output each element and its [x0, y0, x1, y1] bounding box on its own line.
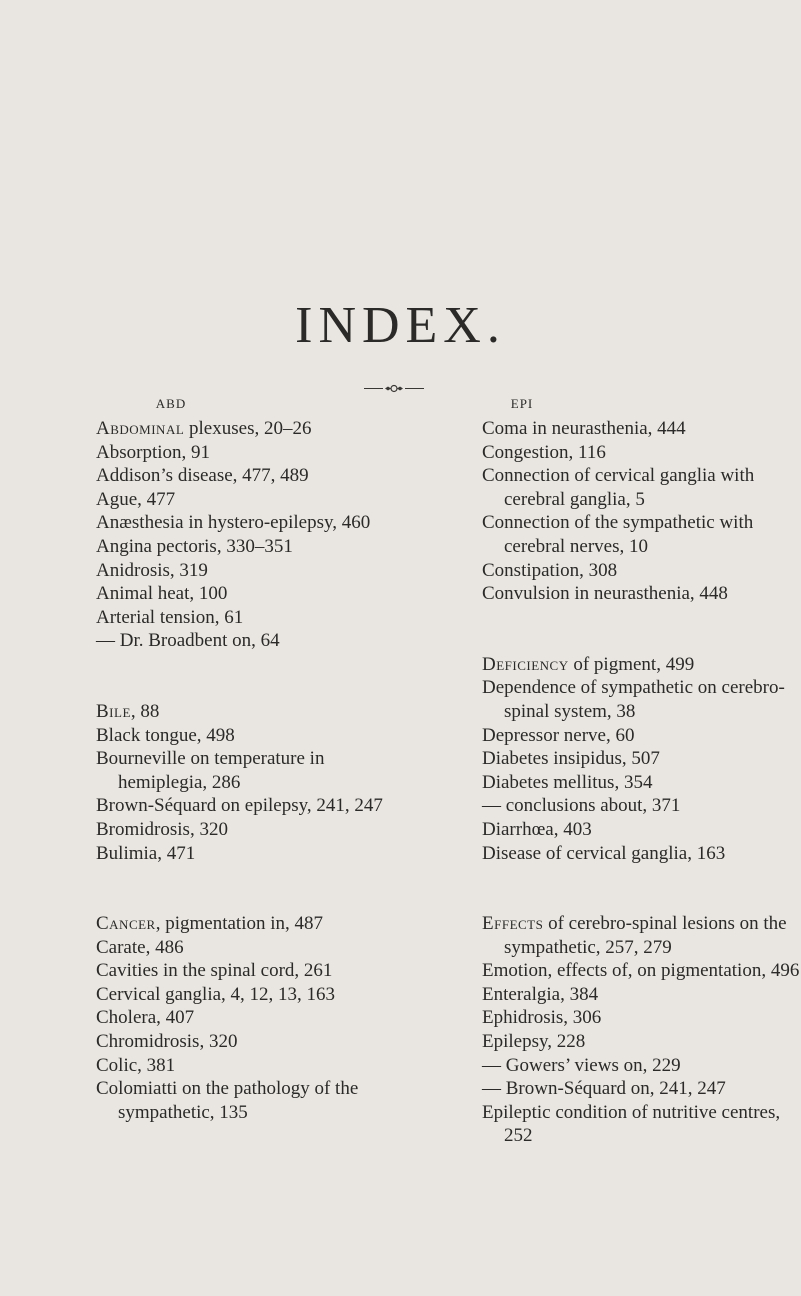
index-entry: [96, 417, 406, 441]
rule-line-left: [364, 388, 383, 389]
entry-text: Coma in neurasthenia, 444: [482, 418, 686, 439]
entry-lead-word: Abdominal: [96, 418, 185, 439]
index-entry: [482, 559, 800, 583]
entry-text: Colic, 381: [96, 1054, 176, 1076]
entry-text: Disease of cervical ganglia, 163: [482, 842, 726, 864]
letter-group: [96, 417, 406, 653]
entry-text: Anæsthesia in hystero-epilepsy, 460: [96, 512, 371, 534]
entry-text: Enteralgia, 384: [482, 983, 599, 1005]
index-entry: [482, 441, 800, 465]
entry-text: of cerebro-spinal lesions on the sympathetic, 257, 279: [504, 913, 787, 958]
index-entry: [482, 464, 800, 511]
index-entry: [96, 724, 406, 748]
index-entry: [96, 464, 406, 488]
entry-text: Connection of cervical ganglia with cerebral ganglia, 5: [482, 465, 755, 510]
letter-group-gap: [482, 865, 800, 912]
index-entry: [482, 1006, 800, 1030]
entry-text: — Dr. Broadbent on, 64: [96, 630, 280, 652]
index-column-right: [482, 392, 800, 1148]
entry-text: Chromidrosis, 320: [96, 1031, 238, 1053]
entry-text: Ephidrosis, 306: [482, 1007, 602, 1029]
index-entry: [96, 1030, 406, 1054]
index-entry: [482, 724, 800, 748]
index-entry: [482, 417, 800, 441]
index-entry: [482, 983, 800, 1007]
index-entry: [482, 912, 800, 959]
index-entry: [482, 818, 800, 842]
entry-text: — Gowers’ views on, 229: [482, 1054, 681, 1076]
index-entry: [96, 441, 406, 465]
entry-text: — conclusions about, 371: [482, 795, 681, 817]
letter-group: [482, 653, 800, 865]
index-entry: [96, 936, 406, 960]
entry-text: Cholera, 407: [96, 1007, 195, 1029]
entry-text: Diarrhœa, 403: [482, 818, 592, 840]
index-entry: [96, 818, 406, 842]
index-entry: [96, 700, 406, 724]
index-entry: [482, 676, 800, 723]
index-entry: [96, 606, 406, 630]
entry-text: Congestion, 116: [482, 441, 606, 463]
entry-lead-word: Bile: [96, 700, 131, 722]
letter-group-gap: [96, 865, 406, 912]
entry-text: Colomiatti on the pathology of the sympathetic, 135: [96, 1078, 359, 1123]
entry-text: Diabetes mellitus, 354: [482, 771, 653, 793]
index-entry: [96, 983, 406, 1007]
entry-text: Ague, 477: [96, 488, 176, 510]
entry-text: Constipation, 308: [482, 559, 618, 581]
index-entry: [96, 535, 406, 559]
entry-text: Anidrosis, 319: [96, 559, 208, 581]
entry-text: Angina pectoris, 330–351: [96, 535, 293, 557]
entry-text: — Brown-Séquard on, 241, 247: [482, 1078, 726, 1100]
entry-text: , pigmentation in, 487: [155, 913, 324, 935]
entry-lead-word: Cancer: [96, 913, 156, 935]
index-entry: [482, 653, 800, 677]
index-entry: [96, 959, 406, 983]
index-entry: [96, 582, 406, 606]
index-entry: [482, 842, 800, 866]
index-entry: [96, 1054, 406, 1078]
entry-text: Dependence of sympathetic on cerebro-spinal system, 38: [482, 677, 785, 722]
entry-text: Bromidrosis, 320: [96, 818, 228, 840]
entry-text: Absorption, 91: [96, 441, 210, 463]
index-entry: [96, 629, 406, 653]
entry-text: Cervical ganglia, 4, 12, 13, 163: [96, 983, 336, 1005]
letter-group: [96, 700, 406, 865]
index-entry: [482, 747, 800, 771]
letter-group: [482, 417, 800, 606]
index-column-left: [96, 392, 406, 1124]
index-entry: [482, 794, 800, 818]
entry-text: Depressor nerve, 60: [482, 724, 635, 746]
entry-text: Emotion, effects of, on pigmentation, 496: [482, 960, 800, 982]
index-entry: [482, 1101, 800, 1148]
index-entry: [482, 959, 800, 983]
page-title: INDEX.: [295, 297, 506, 354]
entry-text: plexuses, 20–26: [184, 418, 312, 439]
entry-text: , 88: [130, 700, 160, 722]
entry-text: Diabetes insipidus, 507: [482, 748, 660, 770]
letter-group: [482, 912, 800, 1148]
index-entry: [96, 559, 406, 583]
entry-text: of pigment, 499: [568, 653, 695, 675]
entry-text: Arterial tension, 61: [96, 606, 244, 628]
index-entry: [96, 842, 406, 866]
entry-text: Bulimia, 471: [96, 842, 196, 864]
index-entry: [96, 488, 406, 512]
running-head: ABD: [155, 396, 187, 411]
entry-text: Black tongue, 498: [96, 724, 235, 746]
letter-group: [96, 912, 406, 1124]
index-entry: [482, 511, 800, 558]
index-entry: [482, 771, 800, 795]
entry-text: Carate, 486: [96, 936, 184, 958]
index-entry: [482, 1030, 800, 1054]
letter-group-gap: [96, 653, 406, 700]
rule-line-right: [405, 388, 424, 389]
entry-lead-word: Deficiency: [482, 653, 569, 675]
running-head: EPI: [510, 396, 534, 411]
entry-lead-word: Effects: [482, 913, 544, 935]
index-entry: [96, 1006, 406, 1030]
index-entry: [96, 511, 406, 535]
entry-text: Epileptic condition of nutritive centres, 252: [482, 1101, 781, 1147]
letter-group-gap: [482, 606, 800, 653]
entry-text: Bourneville on temperature in hemiplegia, 286: [96, 748, 325, 793]
index-entry: [96, 912, 406, 936]
index-entry: [482, 1054, 800, 1078]
entry-text: Animal heat, 100: [96, 583, 228, 605]
index-entry: [482, 1077, 800, 1101]
index-entry: [482, 582, 800, 606]
entry-text: Brown-Séquard on epilepsy, 241, 247: [96, 795, 383, 817]
entry-text: Cavities in the spinal cord, 261: [96, 960, 333, 982]
index-entry: [96, 794, 406, 818]
index-entry: [96, 1077, 406, 1124]
index-entry: [96, 747, 406, 794]
entry-text: Connection of the sympathetic with cerebral nerves, 10: [482, 512, 754, 557]
entry-text: Addison’s disease, 477, 489: [96, 465, 309, 487]
entry-text: Epilepsy, 228: [482, 1031, 586, 1053]
entry-text: Convulsion in neurasthenia, 448: [482, 583, 728, 605]
